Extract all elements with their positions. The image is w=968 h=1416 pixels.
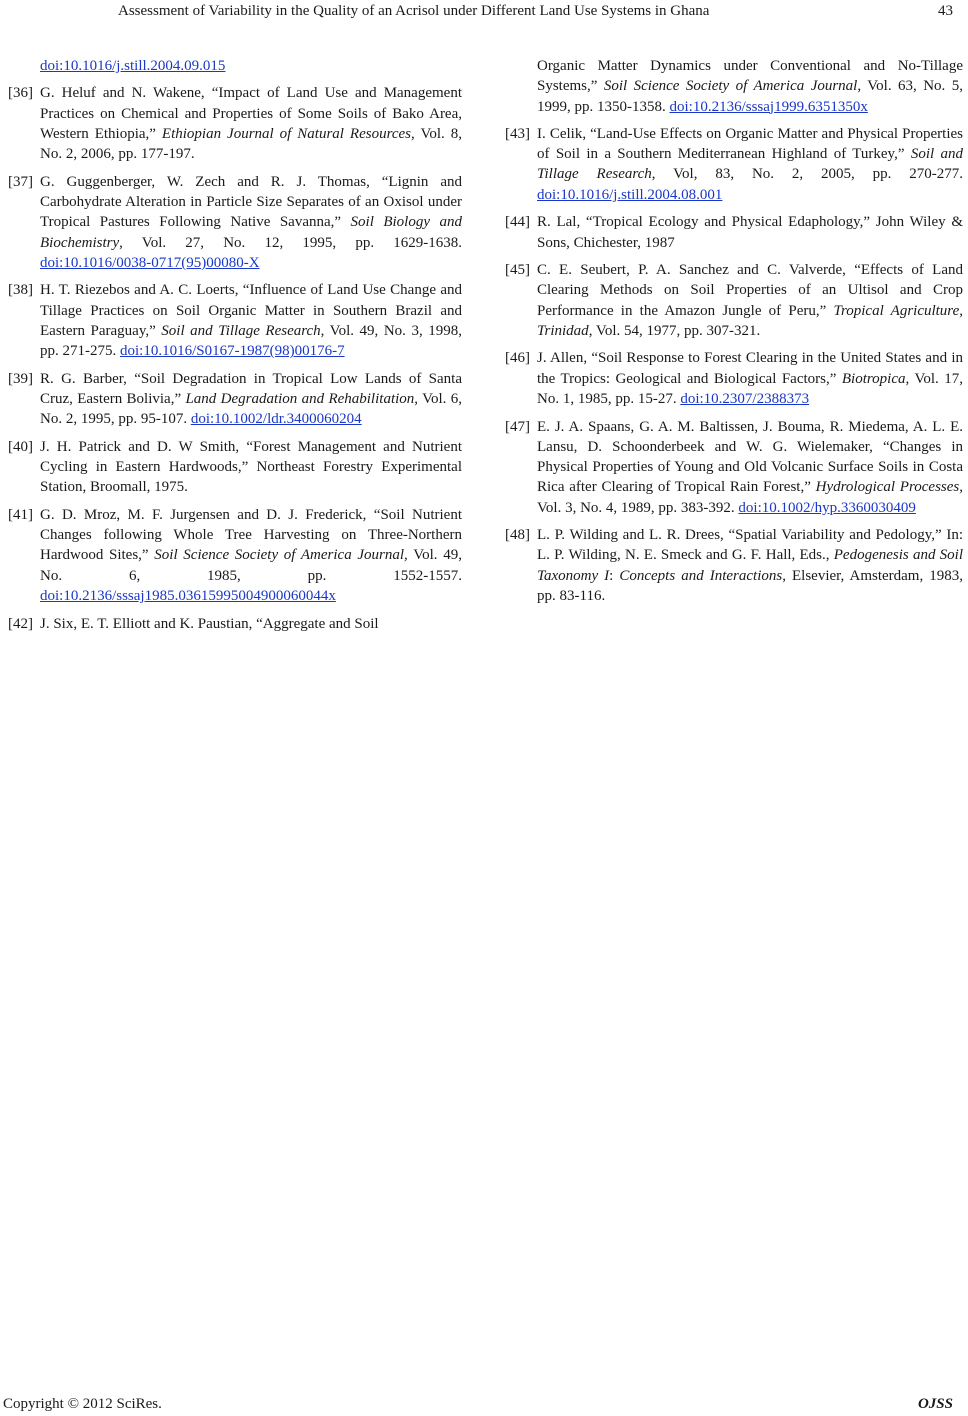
reference-45 <box>505 260 963 341</box>
doi-link[interactable]: doi:10.1016/j.still.2004.08.001 <box>537 186 723 203</box>
reference-40 <box>8 437 462 498</box>
reference-text <box>40 83 462 164</box>
reference-number: [38] <box>8 282 33 299</box>
reference-details: , Vol. 17, No. 1, 1985, pp. 15-27. <box>537 370 963 408</box>
running-title: Assessment of Variability in the Quality of an Acrisol under Different Land Use Systems in Ghana <box>118 3 710 19</box>
reference-text <box>40 280 462 361</box>
reference-continuation <box>505 56 963 117</box>
journal-name: Soil Biology and Biochemistry <box>40 214 462 251</box>
reference-text <box>40 505 462 606</box>
reference-authors-title: J. H. Patrick and D. W Smith, “Forest Management and Nutrient Cycling in Eastern Hardwoods,” Northeast Forestry Experimental Station, Broomall, 1975. <box>40 438 462 496</box>
journal-name: Ethiopian Journal of Natural Resources <box>161 125 412 142</box>
reference-text <box>40 437 462 498</box>
reference-37 <box>8 172 462 273</box>
page-footer <box>0 1394 968 1416</box>
reference-text <box>40 614 462 634</box>
copyright-notice: Copyright © 2012 SciRes. <box>3 1396 162 1412</box>
reference-number: [41] <box>8 506 33 523</box>
journal-abbreviation: OJSS <box>917 1396 953 1412</box>
journal-name: Soil and Tillage Research <box>537 146 963 183</box>
journal-name: Tropical Agriculture <box>833 302 960 319</box>
reference-authors-title: G. D. Mroz, M. F. Jurgensen and D. J. Frederick, “Soil Nutrient Changes following Whole Tree Harvesting on Three-Northern Hardwood Sites,” <box>40 506 462 564</box>
reference-number: [42] <box>8 615 33 632</box>
reference-continuation <box>8 56 462 76</box>
reference-39 <box>8 369 462 430</box>
reference-42 <box>8 614 462 634</box>
reference-number: [44] <box>505 214 530 231</box>
journal-name: Hydrological Processes <box>815 479 960 496</box>
reference-41 <box>8 505 462 606</box>
doi-link[interactable]: doi:10.1016/j.still.2004.09.015 <box>40 58 226 74</box>
right-column <box>505 56 963 614</box>
journal-name: Biotropica <box>841 370 906 387</box>
reference-authors-title: G. Heluf and N. Wakene, “Impact of Land Use and Management Practices on Chemical and Properties of Some Soils of Bako Area, Western Ethiopia,” <box>40 85 462 142</box>
doi-link[interactable]: doi:10.1002/hyp.3360030409 <box>738 499 916 516</box>
doi-link[interactable]: doi:10.1002/ldr.3400060204 <box>190 411 362 428</box>
reference-text <box>537 417 963 518</box>
reference-number: [46] <box>505 350 530 367</box>
journal-name: Land Degradation and Rehabilitation <box>185 391 415 408</box>
reference-46 <box>505 348 963 409</box>
reference-47 <box>505 417 963 518</box>
doi-link[interactable]: doi:10.1016/0038-0717(95)00080-X <box>40 254 260 271</box>
reference-text <box>40 172 462 273</box>
reference-authors-title: J. Six, E. T. Elliott and K. Paustian, “Aggregate and Soil <box>40 615 379 632</box>
reference-number: [37] <box>8 173 33 190</box>
reference-text <box>537 212 963 253</box>
reference-details: Vol. 49, No. 6, 1985, pp. 1552-1557. <box>40 547 462 584</box>
reference-text <box>537 525 963 606</box>
reference-authors-title: I. Celik, “Land-Use Effects on Organic Matter and Physical Properties of Soil in a Southern Mediterranean Highland of Turkey,” <box>537 125 963 163</box>
reference-44 <box>505 212 963 253</box>
left-column <box>8 56 462 641</box>
reference-number: [45] <box>505 262 530 279</box>
reference-43 <box>505 124 963 205</box>
reference-details: , Vol. 54, 1977, pp. 307-321. <box>588 322 761 339</box>
doi-link[interactable]: doi:10.2136/sssaj1985.03615995004900060044x <box>40 588 336 605</box>
journal-name: Soil and Tillage Research <box>161 322 321 339</box>
reference-text <box>537 124 963 205</box>
reference-authors-title: G. Guggenberger, W. Zech and R. J. Thomas, “Lignin and Carbohydrate Alteration in Particle Size Separates of an Oxisol under Tropical Pastures Following Native Savanna,” <box>40 173 462 231</box>
reference-details: , Vol. 63, No. 5, 1999, pp. 1350-1358. <box>537 78 963 115</box>
reference-authors-title: R. G. Barber, “Soil Degradation in Tropical Low Lands of Santa Cruz, Eastern Bolivia,” <box>40 370 462 408</box>
reference-authors-title: Organic Matter Dynamics under Conventional and No-Tillage Systems,” <box>537 58 963 95</box>
reference-details: , Vol. 49, No. 3, 1998, pp. 271-275. <box>40 322 462 360</box>
reference-number: [43] <box>505 125 530 142</box>
reference-authors-title: H. T. Riezebos and A. C. Loerts, “Influence of Land Use Change and Tillage Practices on Soil Organic Matter in Southern Brazil and Eastern Paraguay,” <box>40 282 462 339</box>
reference-details: , Vol. 27, No. 12, 1995, pp. 1629-1638. <box>119 234 462 251</box>
reference-details: , Vol. 6, No. 2, 1995, pp. 95-107. <box>40 391 462 428</box>
book-subtitle: Concepts and Interactions <box>619 567 783 584</box>
doi-link[interactable]: doi:10.2307/2388373 <box>680 391 810 408</box>
reference-number: [40] <box>8 438 33 455</box>
reference-text <box>537 348 963 409</box>
journal-name: Soil Science Society of America Journal <box>603 78 858 95</box>
reference-36 <box>8 83 462 164</box>
separator: : <box>609 567 620 584</box>
reference-text <box>537 260 963 341</box>
reference-authors-title: L. P. Wilding and L. R. Drees, “Spatial Variability and Pedology,” In: L. P. Wilding, N. E. Smeck and G. F. Hall, Eds., <box>537 527 963 564</box>
doi-link[interactable]: doi:10.2136/sssaj1999.6351350x <box>669 98 868 115</box>
page-header <box>0 1 968 25</box>
journal-name: Soil Science Society of America Journal, <box>154 547 408 564</box>
reference-number: [48] <box>505 527 530 544</box>
reference-number: [36] <box>8 85 33 102</box>
reference-details: , Elsevier, Amsterdam, 1983, pp. 83-116. <box>537 567 963 605</box>
reference-authors-title: E. J. A. Spaans, G. A. M. Baltissen, J. Bouma, R. Miedema, A. L. E. Lansu, D. Schoonderbeek and W. G. Wielemaker, “Changes in Physical Properties of Young and Old Volcanic Surface Soils in Costa Rica after Clearing of Tropical Rain Forest,” <box>537 418 963 496</box>
reference-authors-title: C. E. Seubert, P. A. Sanchez and C. Valverde, “Effects of Land Clearing Methods on Soil Properties of an Ultisol and Crop Performance in the Amazon Jungle of Peru,” <box>537 262 963 319</box>
separator: , <box>959 302 964 319</box>
reference-authors-title: R. Lal, “Tropical Ecology and Physical Edaphology,” John Wiley & Sons, Chichester, 1987 <box>537 214 963 251</box>
reference-details: , Vol. 8, No. 2, 2006, pp. 177-197. <box>40 125 462 163</box>
reference-38 <box>8 280 462 361</box>
reference-authors-title: J. Allen, “Soil Response to Forest Clearing in the United States and in the Tropics: Geological and Biological Factors,” <box>537 350 963 387</box>
reference-number: [47] <box>505 418 530 435</box>
reference-details: , Vol, 83, No. 2, 2005, pp. 270-277. <box>651 166 963 183</box>
journal-location: Trinidad <box>537 322 589 339</box>
reference-number: [39] <box>8 370 33 387</box>
book-title: Pedogenesis and Soil Taxonomy I <box>537 547 963 584</box>
doi-link[interactable]: doi:10.1016/S0167-1987(98)00176-7 <box>120 343 345 360</box>
reference-details: , Vol. 3, No. 4, 1989, pp. 383-392. <box>537 479 963 516</box>
page-number: 43 <box>938 3 953 19</box>
reference-48 <box>505 525 963 606</box>
reference-text <box>40 369 462 430</box>
